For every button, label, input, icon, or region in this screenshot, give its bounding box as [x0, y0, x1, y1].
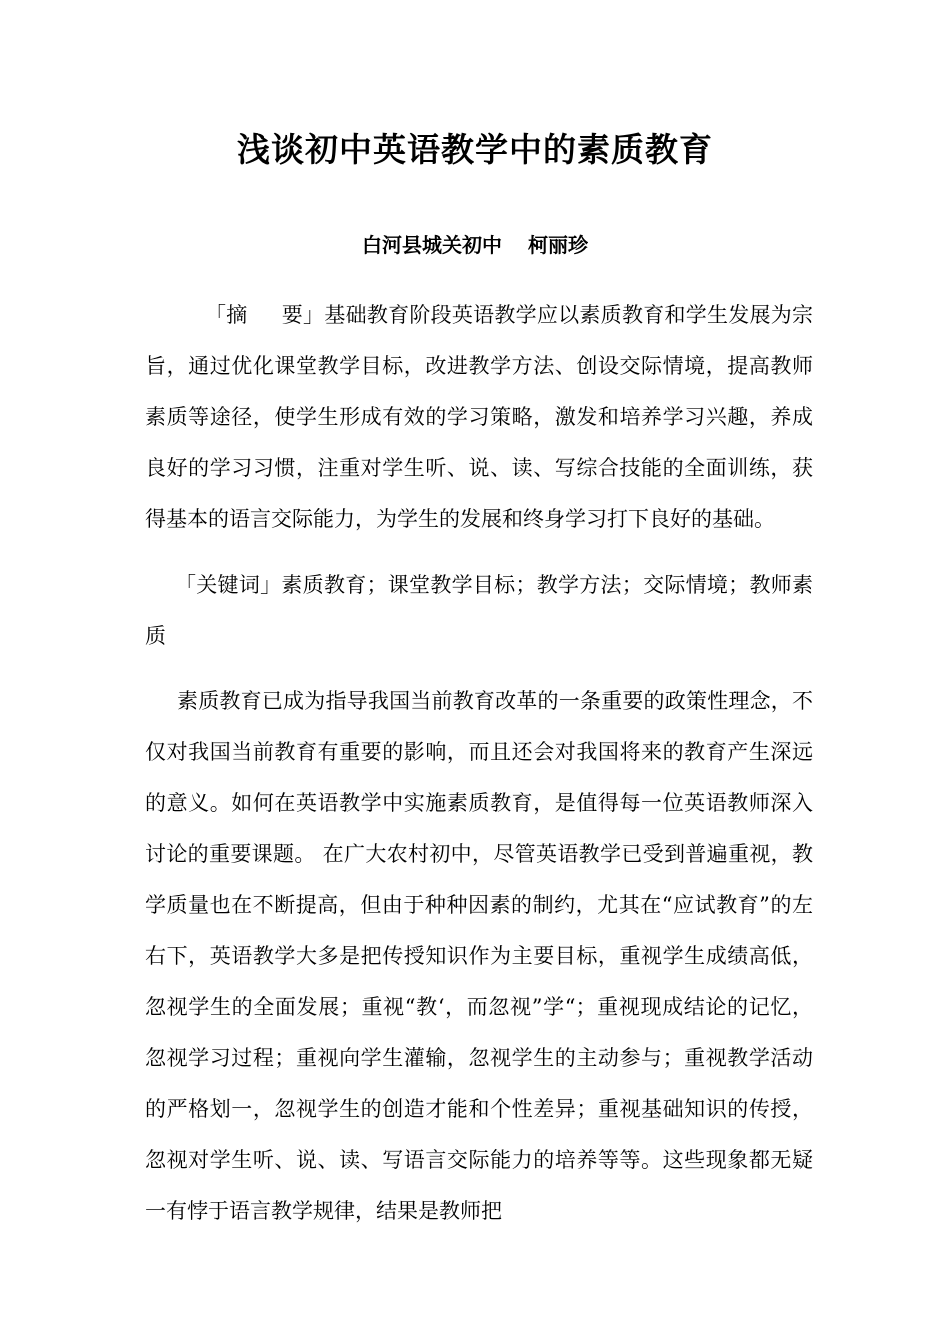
author-byline — [0, 230, 950, 260]
abstract-tag-close: 要」 — [281, 303, 325, 327]
body-paragraph: 素质教育已成为指导我国当前教育改革的一条重要的政策性理念，不仅对我国当前教育有重要的影响，而且还会对我国将来的教育产生深远的意义。如何在英语教学中实施素质教育，是值得每一位英语教师深入讨论的重要课题。 在广大农村初中，尽管英语教学已受到普遍重视，教学质量也在不断提高，但由于种种因素的制约，尤其在“应试教育”的左右下，英语教学大多是把传授知识作为主要目标，重视学生成绩高低，忽视学生的全面发展；重视“教‘，而忽视”学“；重视现成结论的记忆，忽视学习过程；重视向学生灌输，忽视学生的主动参与；重视教学活动的严格划一，忽视学生的创造才能和个性差异；重视基础知识的传授，忽视对学生听、说、读、写语言交际能力的培养等等。这些现象都无疑一有悖于语言教学规律，结果是教师把 — [145, 689, 813, 1223]
abstract-text: 基础教育阶段英语教学应以素质教育和学生发展为宗旨，通过优化课堂教学目标，改进教学方法、创设交际情境，提高教师素质等途径，使学生形成有效的学习策略，激发和培养学习兴趣，养成良好的学习习惯，注重对学生听、说、读、写综合技能的全面训练，获得基本的语言交际能力，为学生的发展和终身学习打下良好的基础。 — [145, 303, 814, 531]
abstract-tag-open: 「摘 — [205, 303, 248, 327]
keywords-paragraph — [145, 560, 813, 662]
document-title: 浅谈初中英语教学中的素质教育 — [237, 130, 713, 169]
keywords-text: 素质教育；课堂教学目标；教学方法；交际情境；教师素质 — [145, 573, 814, 648]
keywords-tag: 「关键词」 — [175, 573, 282, 597]
author-school: 白河县城关初中 — [362, 233, 502, 257]
author-name: 柯丽珍 — [528, 233, 588, 257]
abstract-paragraph — [145, 290, 813, 545]
